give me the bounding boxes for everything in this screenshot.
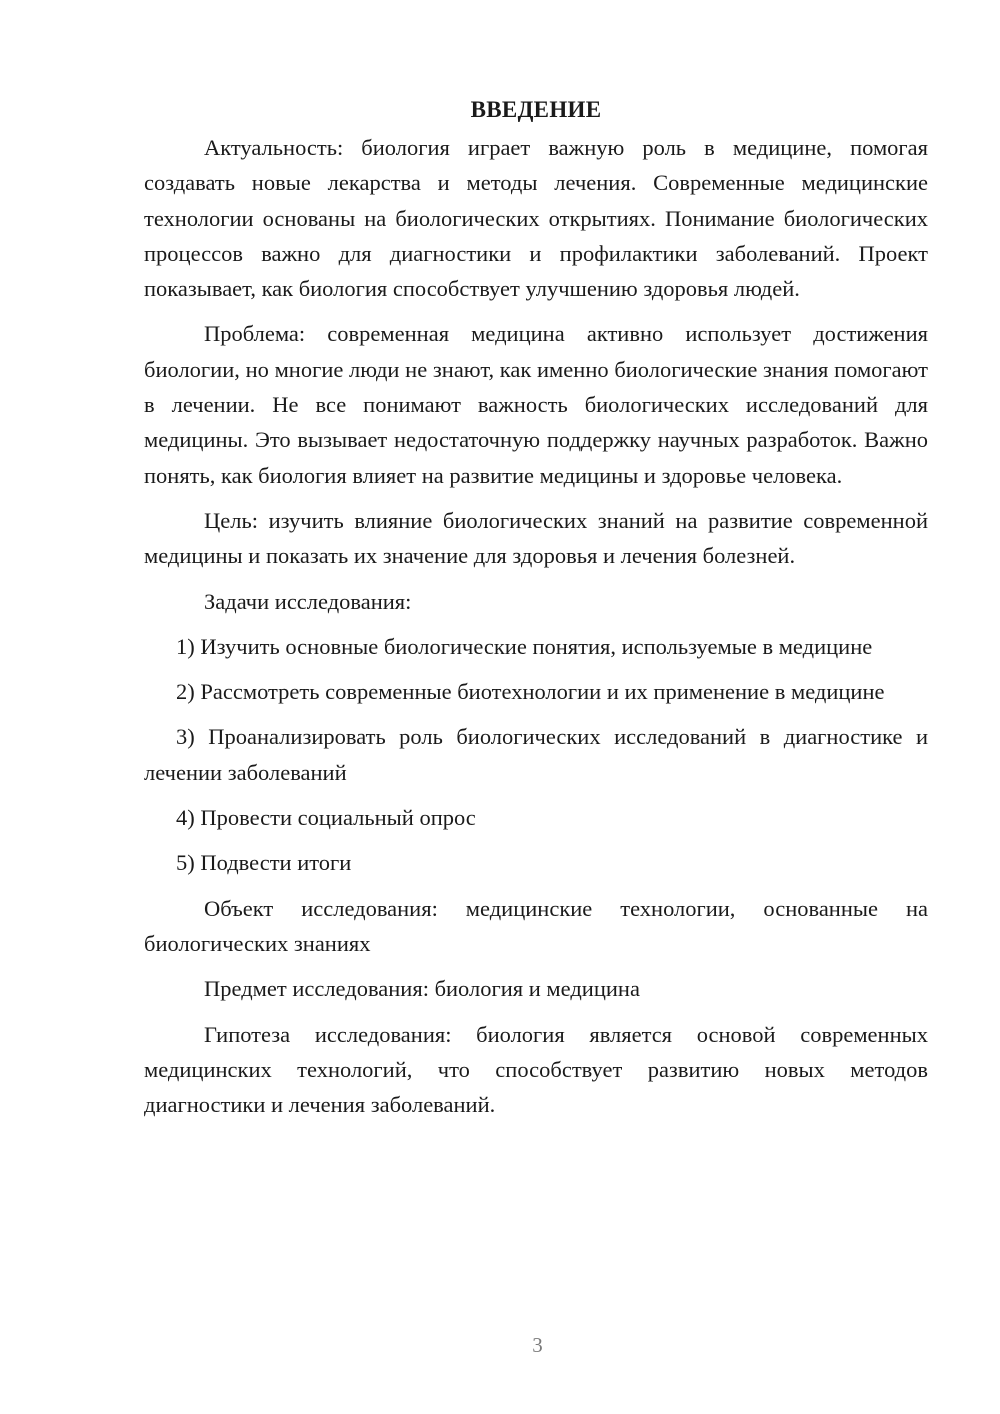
task-item-3: 3) Проанализировать роль биологических исследований в диагностике и лечении заболеваний [144,724,928,785]
page-number: 3 [532,1333,543,1357]
hypothesis-paragraph: Гипотеза исследования: биология является основой современных медицинских технологий, что способствует развитию новых методов диагностики и лечения заболеваний. [144,1021,928,1118]
task-item-5: 5) Подвести итоги [176,850,352,876]
problem-paragraph: Проблема: современная медицина активно использует достижения биологии, но многие люди не знают, как именно биологические знания помогают в лечении. Не все понимают важность биологических исследований для медицины. Это вызывает недостаточную поддержку научных разработок. Важно понять, как биология влияет на развитие медицины и здоровье человека. [144,321,928,488]
goal-paragraph: Цель: изучить влияние биологических знаний на развитие современной медицины и показать их значение для здоровья и лечения болезней. [144,507,928,569]
page-title: ВВЕДЕНИЕ [470,97,602,122]
task-item-2: 2) Рассмотреть современные биотехнологии и их применение в медицине [176,679,885,705]
task-item-1: 1) Изучить основные биологические понятия, используемые в медицине [176,633,873,659]
relevance-paragraph: Актуальность: биология играет важную роль в медицине, помогая создавать новые лекарства и методы лечения. Современные медицинские технологии основаны на биологических открытиях. Понимание биологических процессов важно для диагностики и профилактики заболеваний. Проект показывает, как биология способствует улучшению здоровья людей. [144,135,928,302]
object-paragraph: Объект исследования: медицинские технологии, основанные на биологических знаниях [144,895,928,956]
task-item-4: 4) Провести социальный опрос [176,805,476,831]
tasks-title: Задачи исследования: [204,588,412,614]
subject-paragraph: Предмет исследования: биология и медицина [204,976,640,1002]
document-page [144,92,928,1122]
